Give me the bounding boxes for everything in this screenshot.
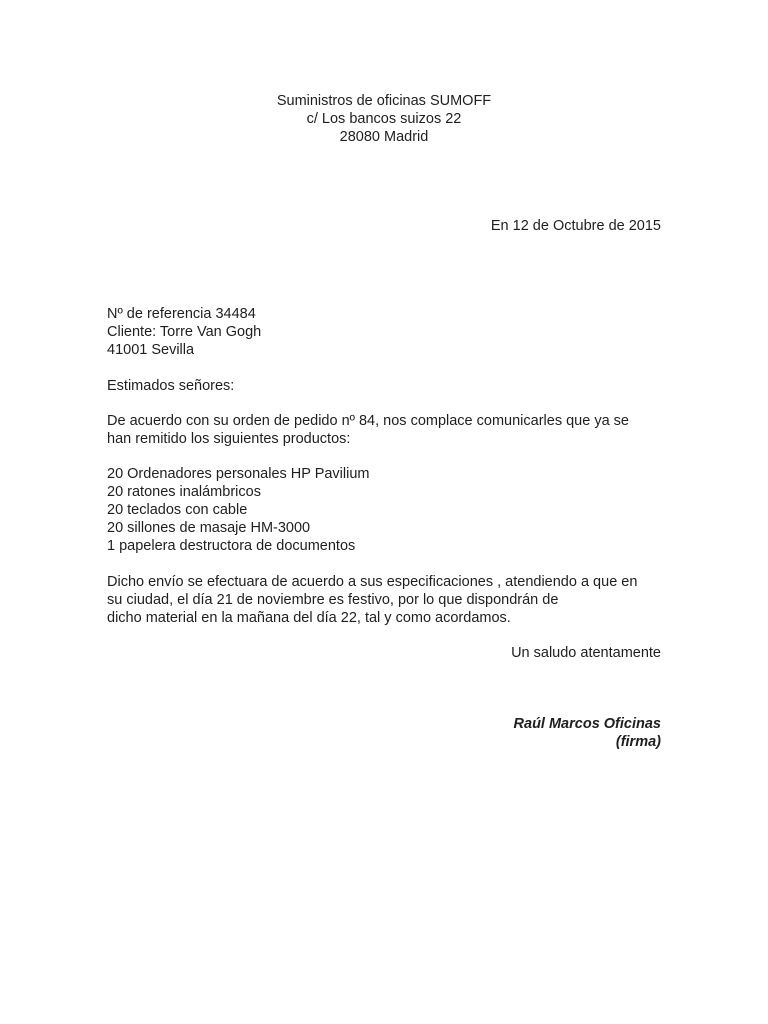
shipping-line: Dicho envío se efectuara de acuerdo a sus especificaciones , atendiendo a que en [107,574,638,590]
intro-line: De acuerdo con su orden de pedido nº 84, nos complace comunicarles que ya se [107,413,629,429]
client-name: Cliente: Torre Van Gogh [107,324,262,340]
sender-company: Suministros de oficinas SUMOFF [276,93,492,109]
product-item: 20 Ordenadores personales HP Pavilium [107,466,370,482]
recipient-block [107,305,667,359]
product-item: 20 teclados con cable [107,502,248,518]
shipping-paragraph [107,573,667,627]
salutation: Estimados señores: [107,378,235,394]
closing-line: Un saludo atentamente [511,645,661,661]
intro-paragraph [107,412,667,448]
product-item: 20 ratones inalámbricos [107,484,261,500]
sender-city: 28080 Madrid [339,129,429,145]
sender-street: c/ Los bancos suizos 22 [306,111,462,127]
salutation-block [107,377,667,395]
shipping-line: dicho material en la mañana del día 22, tal y como acordamos. [107,610,511,626]
shipping-line: su ciudad, el día 21 de noviembre es festivo, por lo que dispondrán de [107,592,559,608]
signature-block [514,715,661,751]
product-item: 1 papelera destructora de documentos [107,538,356,554]
signature-name: Raúl Marcos Oficinas [513,716,661,732]
signature-note: (firma) [615,734,661,750]
product-item: 20 sillones de masaje HM-3000 [107,520,311,536]
client-city: 41001 Sevilla [107,342,195,358]
reference-number: Nº de referencia 34484 [107,306,256,322]
letter-date: En 12 de Octubre de 2015 [490,218,661,234]
product-list [107,465,667,555]
sender-address [0,92,768,146]
intro-line: han remitido los siguientes productos: [107,431,351,447]
